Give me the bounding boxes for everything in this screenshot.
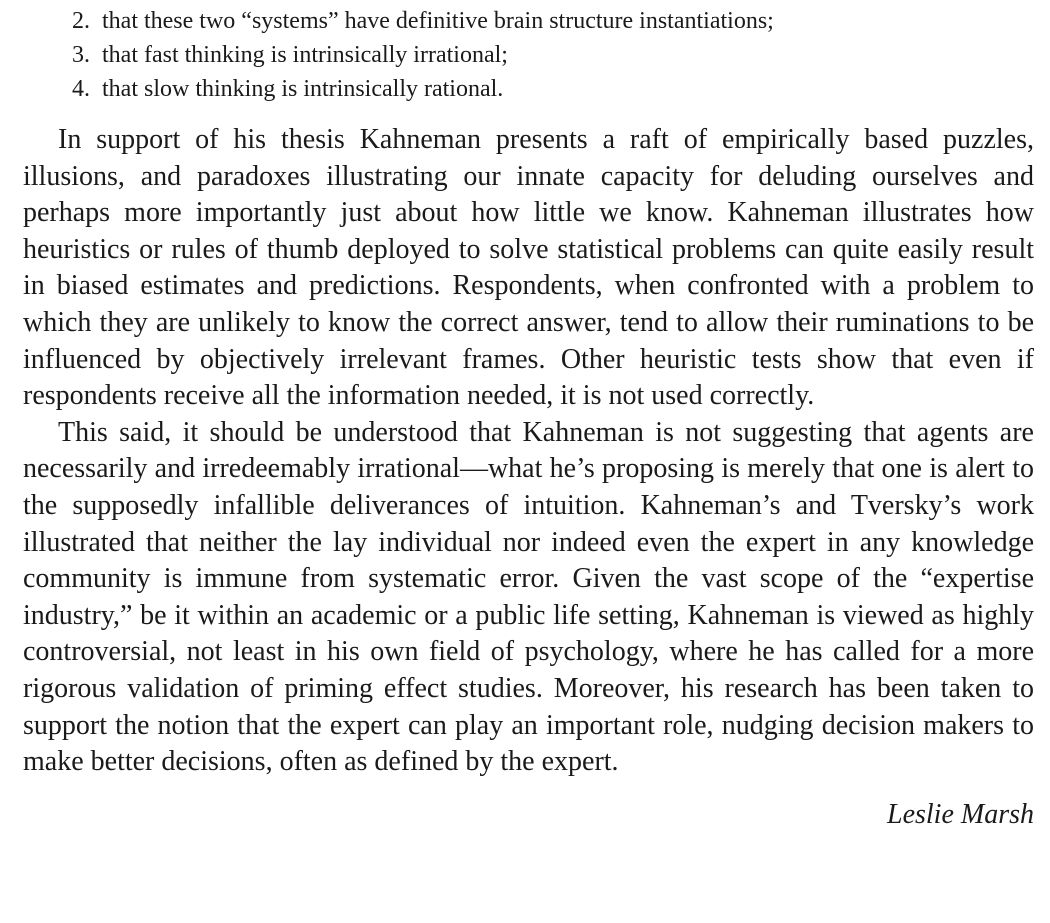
list-item-number: 3. <box>72 42 90 68</box>
list-item-text: that slow thinking is intrinsically rational. <box>102 76 504 102</box>
numbered-list <box>23 4 1034 106</box>
list-item-number: 4. <box>72 76 90 102</box>
list-item-text: that these two “systems” have definitive brain structure instantiations; <box>102 8 774 34</box>
author-signature: Leslie Marsh <box>887 798 1034 830</box>
document-page <box>23 4 1034 833</box>
list-item <box>23 72 1034 106</box>
list-item <box>23 4 1034 38</box>
list-item-text: that fast thinking is intrinsically irrational; <box>102 42 508 68</box>
list-item-number: 2. <box>72 8 90 34</box>
list-item <box>23 38 1034 72</box>
paragraph-heuristics: In support of his thesis Kahneman presents a raft of empirically based puzzles, illusions, and paradoxes illustrating our innate capacity for deluding ourselves and perhaps more importantly just about how little we know. Kahneman illustrates how heuristics or rules of thumb deployed to solve statistical problems can quite easily result in biased estimates and predictions. Respondents, when confronted with a problem to which they are unlikely to know the correct answer, tend to allow their ruminations to be influenced by objectively irrelevant frames. Other heuristic tests show that even if respondents receive all the information needed, it is not used correctly. <box>23 124 1034 412</box>
paragraph-expertise: This said, it should be understood that Kahneman is not suggesting that agents are necessarily and irredeemably irrational—what he’s proposing is merely that one is alert to the supposedly infallible deliverances of intuition. Kahneman’s and Tversky’s work illustrated that neither the lay individual nor indeed even the expert in any knowledge community is immune from systematic error. Given the vast scope of the “expertise industry,” be it within an academic or a public life setting, Kahneman is viewed as highly controversial, not least in his own field of psychology, where he has called for a more rigorous validation of priming effect studies. Moreover, his research has been taken to support the notion that the expert can play an important role, nudging decision makers to make better decisions, often as defined by the expert. <box>23 416 1034 778</box>
body-text <box>23 122 1034 781</box>
